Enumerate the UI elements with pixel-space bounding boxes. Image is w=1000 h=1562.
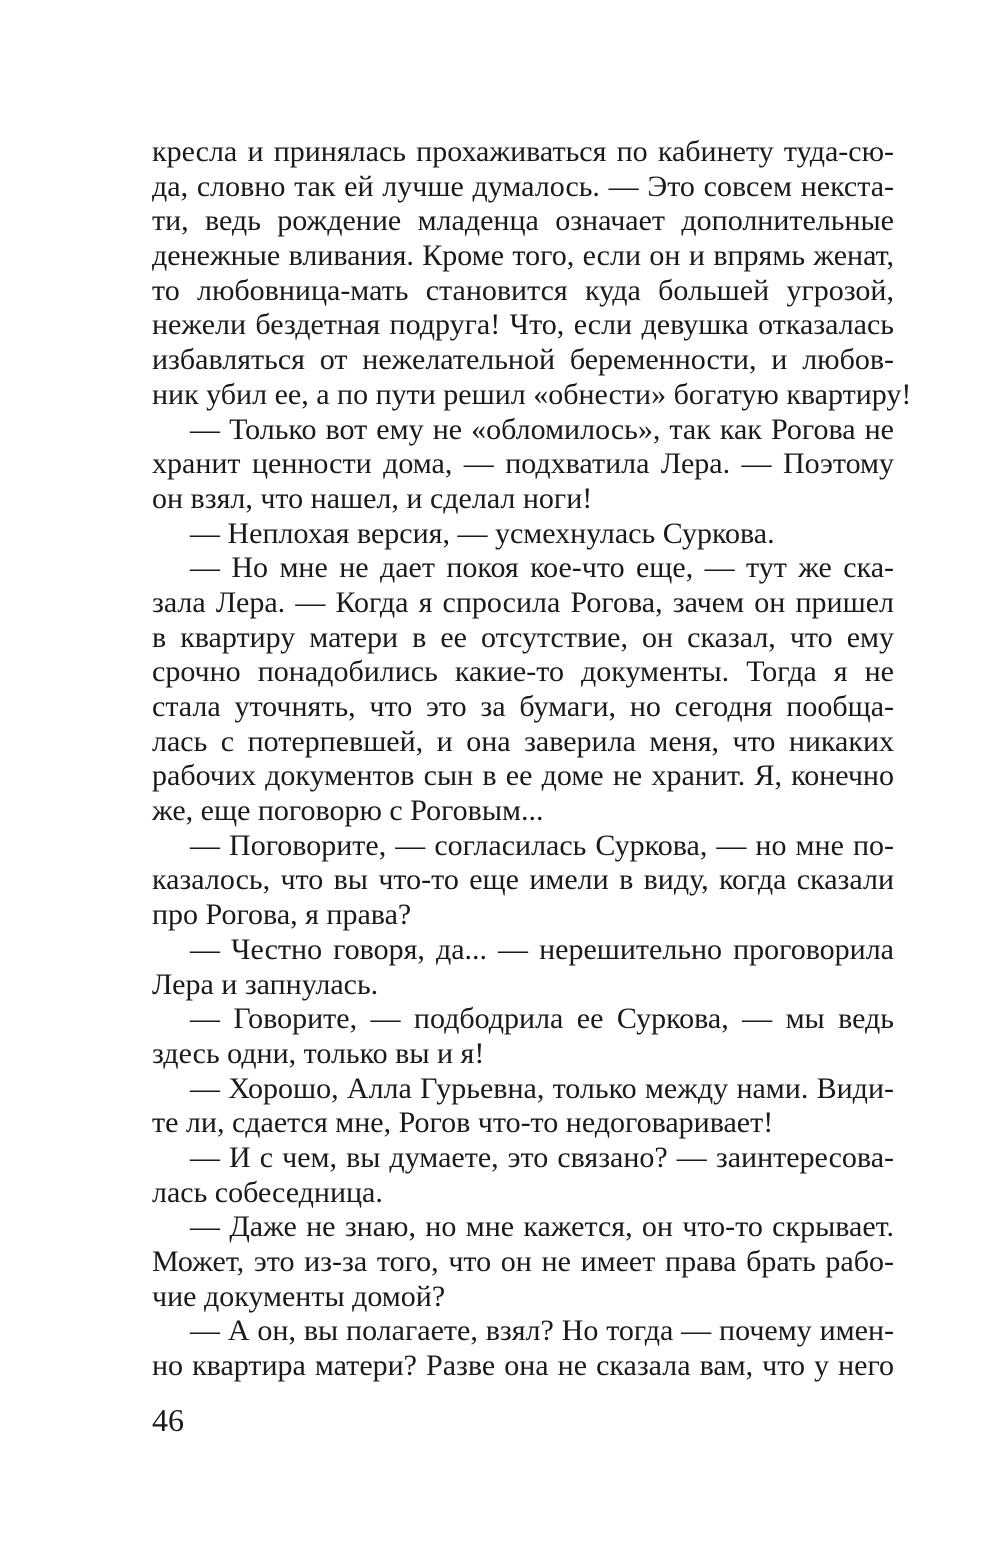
text-line: — Даже не знаю, но мне кажется, он что-то скрывает. bbox=[190, 1210, 894, 1244]
text-line: — Поговорите, — согласилась Суркова, — но мне по- bbox=[190, 828, 894, 862]
text-line: нежели бездетная подруга! Что, если девушка отказалась bbox=[152, 308, 894, 342]
text-line: Может, это из-за того, что он не имеет права брать рабо- bbox=[152, 1245, 894, 1278]
text-line: лась с потерпевшей, и она заверила меня, что никаких bbox=[152, 724, 894, 758]
text-line: те ли, сдается мне, Рогов что-то недоговаривает! bbox=[152, 1106, 774, 1140]
text-line: — Только вот ему не «обломилось», так как Рогова не bbox=[190, 412, 894, 446]
text-line: избавляться от нежелательной беременности, и любов- bbox=[152, 343, 894, 377]
text-line: Лера и запнулась. bbox=[152, 967, 379, 1001]
text-line: — И с чем, вы думаете, это связано? — заинтересова- bbox=[190, 1140, 894, 1174]
text-line: в квартиру матери в ее отсутствие, он сказал, что ему bbox=[152, 620, 894, 654]
text-line: лась собеседница. bbox=[152, 1175, 383, 1209]
text-line: чие документы домой? bbox=[152, 1279, 446, 1313]
text-line: про Рогова, я права? bbox=[152, 898, 412, 932]
text-line: — Говорите, — подбодрила ее Суркова, — мы ведь bbox=[190, 1002, 894, 1036]
book-page-text bbox=[152, 135, 912, 1384]
text-line: — Честно говоря, да... — нерешительно проговорила bbox=[190, 932, 894, 966]
text-line: хранит ценности дома, — подхватила Лера. — Поэтому bbox=[152, 447, 894, 481]
text-line: казалось, что вы что-то еще имели в виду, когда сказали bbox=[152, 863, 894, 897]
text-line: — Хорошо, Алла Гурьевна, только между нами. Види- bbox=[190, 1071, 894, 1105]
text-line: срочно понадобились какие-то документы. Тогда я не bbox=[152, 655, 894, 689]
text-line: денежные вливания. Кроме того, если он и впрямь женат, bbox=[152, 239, 894, 273]
page-number: 46 bbox=[152, 1402, 184, 1438]
text-line: здесь одни, только вы и я! bbox=[152, 1036, 485, 1070]
text-line: же, еще поговорю с Роговым... bbox=[152, 794, 544, 828]
text-line: но квартира матери? Разве она не сказала вам, что у него bbox=[152, 1349, 894, 1383]
text-line: рабочих документов сын в ее доме не хранит. Я, конечно bbox=[152, 759, 894, 793]
text-line: зала Лера. — Когда я спросила Рогова, зачем он пришел bbox=[152, 585, 894, 619]
text-line: ти, ведь рождение младенца означает дополнительные bbox=[152, 204, 894, 238]
text-line: стала уточнять, что это за бумаги, но сегодня пообща- bbox=[152, 690, 894, 723]
text-line: ник убил ее, а по пути решил «обнести» богатую квартиру! bbox=[152, 377, 912, 411]
text-line: кресла и принялась прохаживаться по кабинету туда-сю- bbox=[152, 135, 894, 168]
text-line: да, словно так ей лучше думалось. — Это совсем некста- bbox=[152, 169, 894, 203]
text-line: — Но мне не дает покоя кое-что еще, — тут же ска- bbox=[190, 551, 894, 585]
text-line: — Неплохая версия, — усмехнулась Суркова. bbox=[190, 516, 775, 550]
text-line: он взял, что нашел, и сделал ноги! bbox=[152, 481, 593, 515]
text-line: то любовница-мать становится куда большей угрозой, bbox=[152, 273, 894, 307]
text-line: — А он, вы полагаете, взял? Но тогда — почему имен- bbox=[190, 1314, 894, 1348]
